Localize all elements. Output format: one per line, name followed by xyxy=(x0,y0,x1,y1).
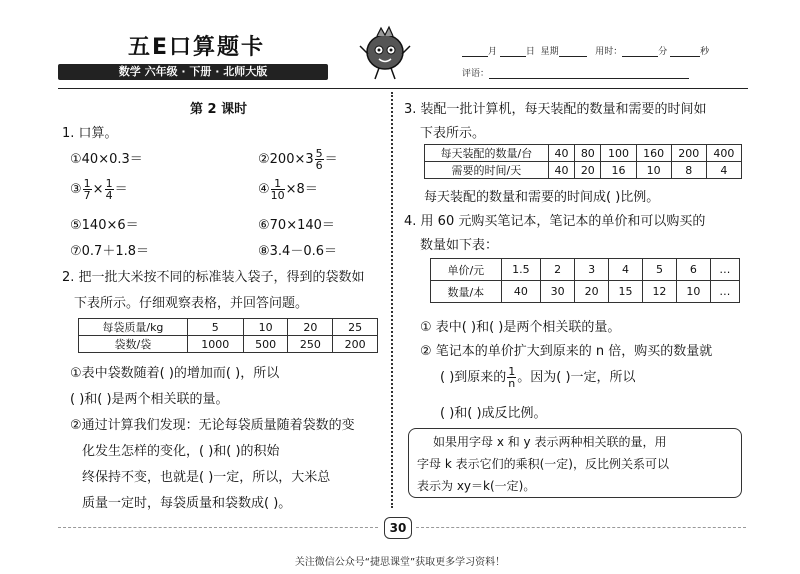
q1-item-1: ①40×0.3＝ xyxy=(70,152,143,167)
table-row: 需要的时间/天 40 20 16 10 8 4 xyxy=(425,162,742,179)
q4-sub-4: ( )和( )成反比例。 xyxy=(440,406,547,421)
q4-sub-1: ① 表中( )和( )是两个相关联的量。 xyxy=(420,320,621,335)
q2-line-2: 下表所示。仔细观察表格，并回答问题。 xyxy=(74,296,309,311)
column-divider xyxy=(391,92,393,508)
notebook-table xyxy=(430,258,740,303)
table-row: 单价/元 1.5 2 3 4 5 6 … xyxy=(431,259,740,281)
bottom-rule-left xyxy=(58,527,378,528)
assembly-table xyxy=(424,144,742,179)
q2-sub-3: ②通过计算我们发现：无论每袋质量随着袋数的变 xyxy=(70,418,355,433)
q1-item-8: ⑧3.4－0.6＝ xyxy=(258,244,338,259)
tip-line-1: 如果用字母 x 和 y 表示两种相关联的量，用 xyxy=(433,435,667,449)
q2-sub-4: 化发生怎样的变化，( )和( )的积始 xyxy=(82,444,280,459)
rice-table xyxy=(78,318,378,353)
q2-sub-5: 终保持不变，也就是( )一定，所以，大米总 xyxy=(82,470,331,485)
q1-title: 1. 口算。 xyxy=(62,126,118,141)
weekday-blank[interactable] xyxy=(559,47,587,57)
table-row: 袋数/袋 1000 500 250 200 xyxy=(79,336,378,353)
q2-sub-1: ①表中袋数随着( )的增加而( )，所以 xyxy=(70,366,280,381)
tip-line-3: 表示为 xy＝k(一定)。 xyxy=(417,479,536,493)
q1-item-4: ④ $\frac{1}{10}$ ×8＝ xyxy=(258,177,318,202)
q2-sub-6: 质量一定时，每袋质量和袋数成( )。 xyxy=(82,496,292,511)
q1-item-6: ⑥70×140＝ xyxy=(258,218,335,233)
card-title: 五E口算题卡 xyxy=(128,35,266,60)
date-time-line: 月 日 星期 用时： 分 秒 xyxy=(462,44,709,57)
q1-item-5: ⑤140×6＝ xyxy=(70,218,139,233)
bottom-rule-right xyxy=(416,527,746,528)
top-divider xyxy=(58,88,748,89)
q4-sub-3: ( )到原来的 $\frac{1}{n}$ 。因为( )一定，所以 xyxy=(440,365,636,390)
comment-line: 评语： xyxy=(462,66,689,79)
table-row: 数量/本 40 30 20 15 12 10 … xyxy=(431,281,740,303)
table-row: 每天装配的数量/台 40 80 100 160 200 400 xyxy=(425,145,742,162)
tip-line-2: 字母 k 表示它们的乘积(一定)，反比例关系可以 xyxy=(417,457,669,471)
table-row: 每袋质量/kg 5 10 20 25 xyxy=(79,319,378,336)
day-blank[interactable] xyxy=(500,47,526,57)
footer-note: 关注微信公众号“捷思课堂”获取更多学习资料！ xyxy=(294,557,506,568)
q1-item-3: ③ $\frac{1}{7}$ × $\frac{1}{4}$ ＝ xyxy=(70,177,128,202)
comment-blank[interactable] xyxy=(489,69,689,79)
minutes-blank[interactable] xyxy=(622,47,658,57)
q3-answer-line: 每天装配的数量和需要的时间成( )比例。 xyxy=(424,190,660,205)
q2-line-1: 2. 把一批大米按不同的标准装入袋子，得到的袋数如 xyxy=(62,270,365,285)
lesson-title: 第 2 课时 xyxy=(190,102,248,117)
q4-line-1: 4. 用 60 元购买笔记本，笔记本的单价和可以购买的 xyxy=(404,214,706,229)
tip-box xyxy=(408,428,742,498)
mascot-icon xyxy=(355,24,415,82)
q1-item-7: ⑦0.7＋1.8＝ xyxy=(70,244,150,259)
q4-sub-2: ② 笔记本的单价扩大到原来的 n 倍，购买的数量就 xyxy=(420,344,713,359)
seconds-blank[interactable] xyxy=(670,47,700,57)
q3-line-1: 3. 装配一批计算机，每天装配的数量和需要的时间如 xyxy=(404,102,707,117)
q2-sub-2: ( )和( )是两个相关联的量。 xyxy=(70,392,229,407)
page-number: 30 xyxy=(384,517,412,539)
month-blank[interactable] xyxy=(462,47,488,57)
subject-banner: 数学 六年级 · 下册 · 北师大版 xyxy=(58,64,328,80)
q4-line-2: 数量如下表： xyxy=(420,238,499,253)
q3-line-2: 下表所示。 xyxy=(420,126,486,141)
q1-item-2: ②200×3 $\frac{5}{6}$ ＝ xyxy=(258,147,338,172)
